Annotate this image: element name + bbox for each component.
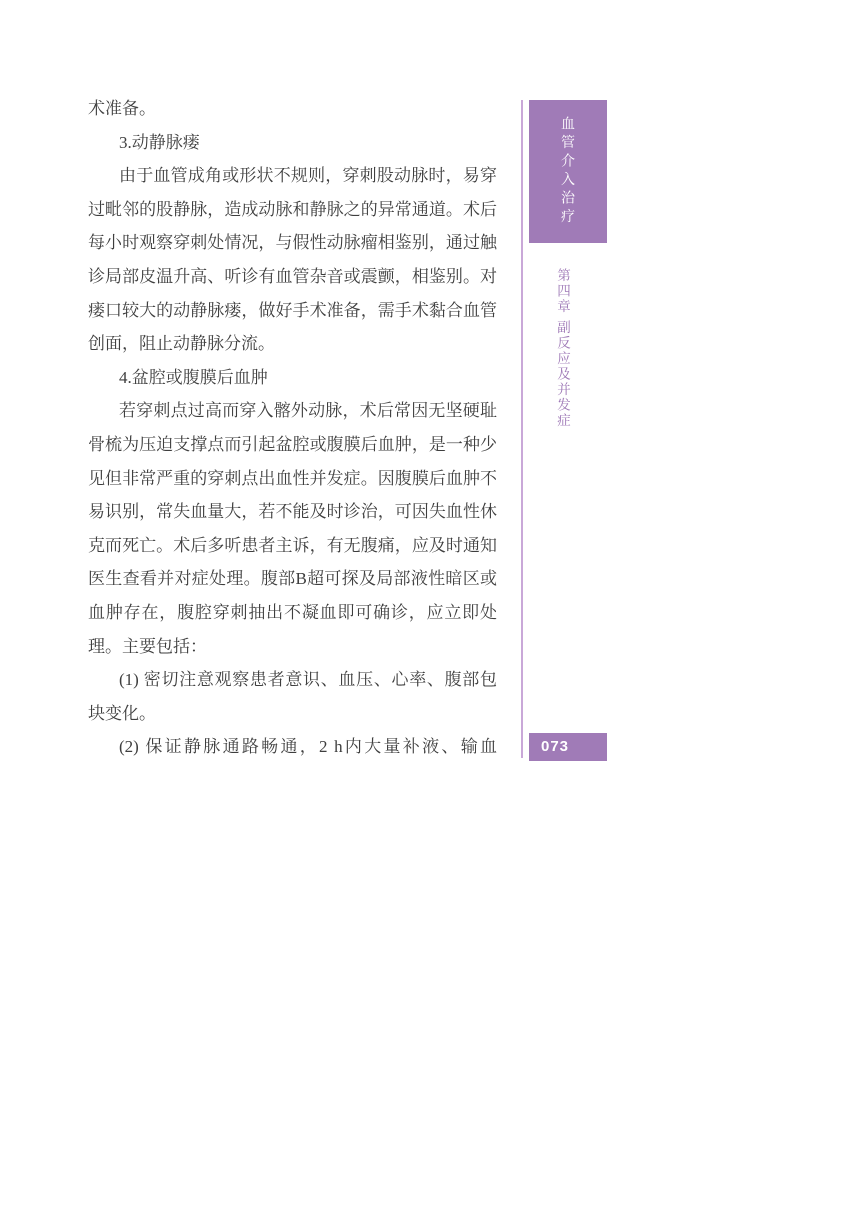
text-line: 创面，阻止动静脉分流。 (88, 334, 275, 354)
text-line: 4.盆腔或腹膜后血肿 (119, 367, 268, 387)
text-line: 理。主要包括： (88, 636, 207, 656)
text-line: 若穿刺点过高而穿入髂外动脉，术后常因无坚硬耻 (119, 401, 497, 421)
text-line: 骨梳为压迫支撑点而引起盆腔或腹膜后血肿，是一种少 (88, 434, 497, 454)
sidebar-divider-line (521, 100, 523, 758)
text-line: 医生查看并对症处理。腹部B超可探及局部液性暗区或 (88, 569, 497, 589)
page-number-badge (529, 733, 607, 761)
text-line: 瘘口较大的动静脉瘘，做好手术准备，需手术黏合血管 (88, 300, 497, 320)
text-line: 3.动静脉瘘 (119, 132, 200, 152)
text-line: 见但非常严重的穿刺点出血性并发症。因腹膜后血肿不 (88, 468, 497, 488)
text-line: 血肿存在，腹腔穿刺抽出不凝血即可确诊，应立即处 (88, 602, 497, 622)
text-line: 由于血管成角或形状不规则，穿刺股动脉时，易穿 (119, 166, 497, 186)
text-line: 诊局部皮温升高、听诊有血管杂音或震颤，相鉴别。对 (88, 266, 497, 286)
text-line: (1) 密切注意观察患者意识、血压、心率、腹部包 (119, 670, 497, 690)
chapter-number: 第四章 (555, 268, 570, 315)
section-tab (529, 100, 607, 243)
text-line: (2) 保证静脉通路畅通，2 h内大量补液、输血 (119, 737, 497, 757)
chapter-label (550, 268, 574, 428)
text-line: 每小时观察穿刺处情况，与假性动脉瘤相鉴别，通过触 (88, 233, 497, 253)
text-line: 易识别，常失血量大，若不能及时诊治，可因失血性休 (88, 502, 497, 522)
text-line: 块变化。 (88, 703, 156, 723)
text-line: 术准备。 (88, 99, 156, 118)
chapter-title: 副反应及并发症 (555, 319, 570, 429)
page-number: 073 (541, 738, 570, 755)
section-tab-label: 血管介入治疗 (560, 116, 576, 227)
text-line: 克而死亡。术后多听患者主诉，有无腹痛，应及时通知 (88, 535, 497, 555)
body-text-block (88, 92, 497, 764)
text-line: 过毗邻的股静脉，造成动脉和静脉之的异常通道。术后 (88, 199, 497, 219)
